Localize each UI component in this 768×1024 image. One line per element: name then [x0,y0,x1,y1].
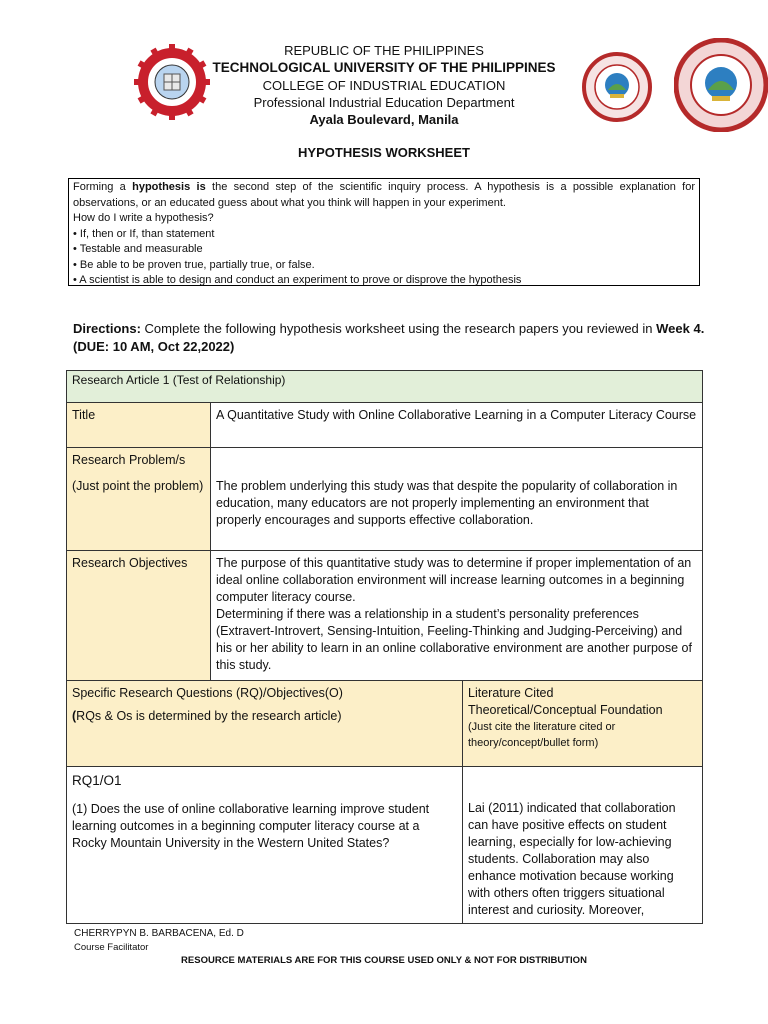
table-row [67,403,703,448]
table-row [67,551,703,681]
distribution-notice: RESOURCE MATERIALS ARE FOR THIS COURSE USED ONLY & NOT FOR DISTRIBUTION [181,955,587,966]
rq-sub-paren: ( [72,709,77,723]
title-label: Title [72,408,96,422]
lit-header-cell [463,681,703,767]
objectives-value-2: Determining if there was a relationship in a student’s personality preferences (Extravert-Introvert, Sensing-Intuition, Feeling-Thinking and Judging-Perceiving) and his or her ability to learn in an online collaborative environment are another purpose of this study. [216,607,692,672]
intro-question: How do I write a hypothesis? [73,212,214,224]
table-row [67,371,703,403]
directions-label: Directions: [73,321,141,336]
rq1-cell [67,767,463,924]
objectives-label: Research Objectives [72,556,188,570]
header-college: COLLEGE OF INDUSTRIAL EDUCATION [262,78,506,93]
intro-bullet: • Testable and measurable [73,243,203,255]
title-value: A Quantitative Study with Online Collaborative Learning in a Computer Literacy Course [216,408,697,422]
lit-sub: (Just cite the literature cited or theory/concept/bullet form) [468,721,616,749]
worksheet-title: HYPOTHESIS WORKSHEET [298,145,470,160]
directions [73,320,713,356]
directions-week: Week 4. [656,321,705,336]
problem-sub: (Just point the problem) [72,479,204,493]
rq1-text: (1) Does the use of online collaborative learning improve student learning outcomes in a beginning computer literacy course at a Rocky Mountain University in the Western United States? [72,802,430,850]
intro-bullet: • Be able to be proven true, partially true, or false. [73,258,315,271]
facilitator-role: Course Facilitator [74,942,149,953]
problem-label: Research Problem/s [72,453,186,467]
rq-header: Specific Research Questions (RQ)/Objectives(O) [72,686,343,700]
lit-header-2: Theoretical/Conceptual Foundation [468,703,663,717]
title-value-cell [211,403,703,448]
facilitator-name: CHERRYPYN B. BARBACENA, Ed. D [74,928,244,939]
rq-sub [72,708,457,725]
objectives-label-cell [67,551,211,681]
problem-label-cell [67,448,211,551]
problem-value-cell [211,448,703,551]
research-article-table [66,370,703,924]
intro-text-bold: hypothesis is [132,181,206,193]
rq-sub-text: RQs & Os is determined by the research article) [76,709,342,723]
table-row [67,448,703,551]
lit1-text: Lai (2011) indicated that collaboration can have positive effects on student learning, especially for low-achieving students. Collaboration may also enhance motivation because working with others often triggers situational interest and curiosity. Moreover, [468,801,676,917]
header-department: Professional Industrial Education Department [253,95,515,110]
directions-text: Complete the following hypothesis worksheet using the research papers you reviewed in [140,321,657,336]
header-republic: REPUBLIC OF THE PHILIPPINES [284,43,484,58]
section-header [67,371,703,403]
header-university: TECHNOLOGICAL UNIVERSITY OF THE PHILIPPINES [212,60,556,75]
lit-header-1: Literature Cited [468,686,554,700]
directions-due: (DUE: 10 AM, Oct 22,2022) [73,339,235,354]
header-address: Ayala Boulevard, Manila [309,112,459,127]
objectives-value-1: The purpose of this quantitative study was to determine if proper implementation of an ideal online collaboration environment will increase learning outcomes in a beginning computer literacy course. [216,556,692,604]
table-row [67,767,703,924]
intro-text-pre: Forming a [73,181,133,193]
intro-bullet: • If, then or If, than statement [73,227,215,240]
directions-line [73,320,713,338]
section-header-text: Research Article 1 (Test of Relationship) [72,373,286,387]
table-row [67,681,703,767]
intro-paragraph [73,180,695,211]
hypothesis-intro-box [68,178,700,286]
objectives-value-cell [211,551,703,681]
lit1-cell [463,767,703,924]
rq1-label: RQ1/O1 [72,773,122,788]
title-label-cell [67,403,211,448]
intro-bullet: • A scientist is able to design and conduct an experiment to prove or disprove the hypothesis [73,274,522,286]
intro-text-post: the second step of the scientific inquiry process. A hypothesis is a possible explanation for observations, or an educated guess about what you think will happen in your experiment. [73,181,696,209]
rq-header-cell [67,681,463,767]
problem-value: The problem underlying this study was that despite the popularity of collaboration in education, many educators are not properly implementing an environment that properly encourages and supports effective collaboration. [216,479,678,527]
